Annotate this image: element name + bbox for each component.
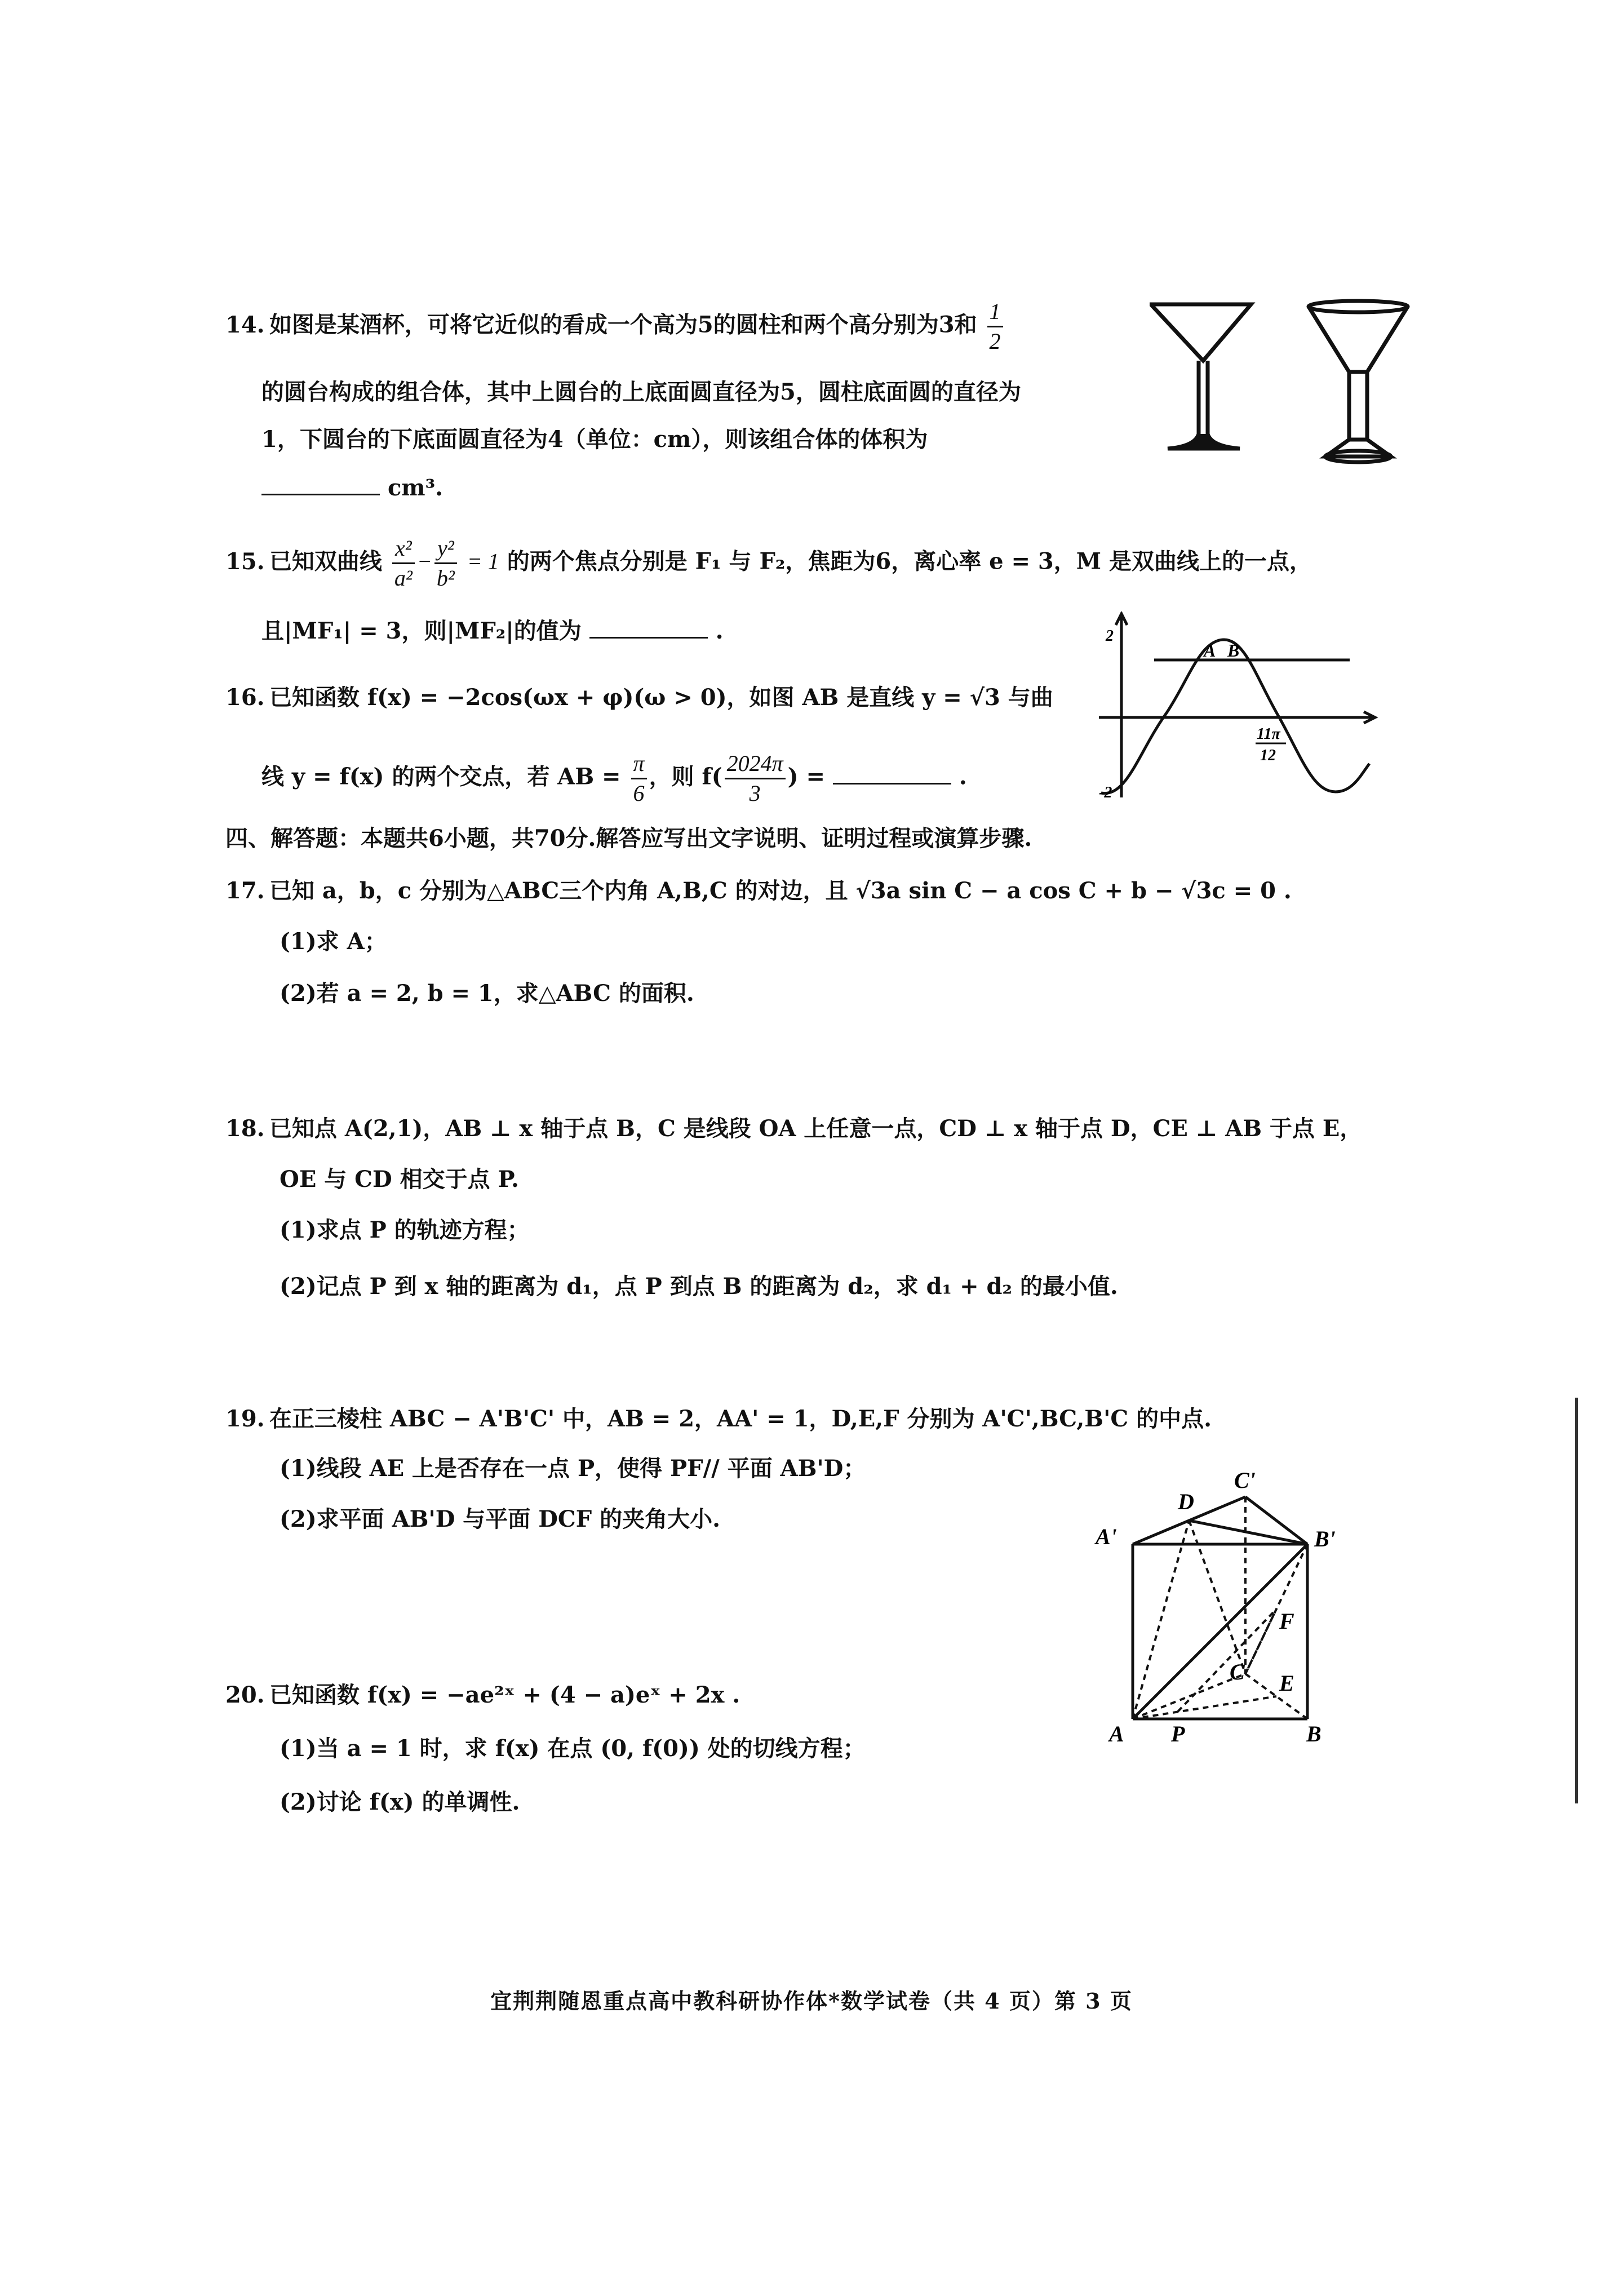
q15-number: 15. — [225, 548, 265, 575]
q15-frac-x: $\frac{\text{x²}}{\text{a²}}$ — [392, 534, 415, 592]
page-footer: 宜荆荆随恩重点高中教科研协作体*数学试卷（共 4 页）第 3 页 — [490, 1988, 1133, 2014]
q16-line1 — [225, 682, 1053, 713]
q19-number: 19. — [225, 1406, 265, 1432]
edge-a-c — [1133, 1674, 1245, 1719]
q15-text-b: 的两个焦点分别是 F₁ 与 F₂，焦距为6，离心率 e = 3，M 是双曲线上的一点， — [507, 548, 1312, 575]
q18-part2: (2)记点 P 到 x 轴的距离为 d₁，点 P 到点 B 的距离为 d₂，求 d₁ + d₂ 的最小值. — [280, 1273, 1118, 1300]
q18-text-1: 已知点 A(2,1)，AB ⊥ x 轴于点 B，C 是线段 OA 上任意一点，CD ⊥ x 轴于点 D，CE ⊥ AB 于点 E， — [269, 1115, 1363, 1142]
q15-text-a: 已知双曲线 — [269, 548, 382, 575]
q16-text-1: 已知函数 f(x) = −2cos(ωx + φ)(ω > 0)，如图 AB 是直线 y = √3 与曲 — [269, 684, 1053, 711]
segment-a-e — [1133, 1696, 1276, 1719]
q14-number: 14. — [225, 311, 265, 338]
q15-end: . — [715, 618, 724, 644]
q14-fraction — [987, 298, 1003, 356]
q16-number: 16. — [225, 684, 265, 711]
q15-eq: = 1 — [467, 548, 499, 574]
q15-text-c: 且|MF₁| = 3，则|MF₂|的值为 — [261, 618, 582, 644]
q17-text: 已知 a，b，c 分别为△ABC三个内角 A,B,C 的对边，且 √3a sin C − a cos C + b − √3c = 0 . — [269, 877, 1292, 904]
q17-number: 17. — [225, 877, 265, 904]
section-header: 四、解答题：本题共6小题，共70分.解答应写出文字说明、证明过程或演算步骤. — [225, 825, 1032, 852]
q20-part1: (1)当 a = 1 时，求 f(x) 在点 (0, f(0)) 处的切线方程； — [280, 1735, 866, 1762]
prism-label-e: E — [1279, 1670, 1294, 1696]
q14-frac-den: 2 — [989, 329, 1001, 354]
graph-tick-den: 12 — [1260, 747, 1276, 764]
q14-answer-blank — [261, 471, 380, 495]
q14-line1 — [225, 298, 1005, 356]
q14-line3: 1，下圆台的下底面圆直径为4（单位：cm），则该组合体的体积为 — [261, 426, 928, 453]
q16-text-2c: ) = — [787, 763, 826, 790]
q14-unit: cm³. — [387, 475, 444, 501]
q16-text-2a: 线 y = f(x) 的两个交点，若 AB = — [261, 763, 621, 790]
q20-text: 已知函数 f(x) = −ae²ˣ + (4 − a)eˣ + 2x . — [269, 1682, 740, 1708]
q18-line1 — [225, 1113, 1362, 1145]
wine-glass-left — [1151, 304, 1251, 449]
triangular-prism-figure — [1093, 1460, 1398, 1764]
cosine-graph — [1093, 611, 1386, 803]
q20-line1 — [225, 1679, 740, 1711]
graph-tick-num: 11π — [1257, 725, 1280, 743]
prism-label-b: B — [1306, 1721, 1322, 1747]
q15-frac-y: $\frac{\text{y²}}{\text{b²}}$ — [434, 534, 457, 592]
q20-part2: (2)讨论 f(x) 的单调性. — [280, 1789, 520, 1815]
prism-label-a: A — [1109, 1721, 1124, 1747]
q14-line4 — [261, 471, 443, 504]
q16-answer-blank — [833, 760, 951, 784]
graph-label-neg2: -2 — [1099, 784, 1112, 801]
q17-line1 — [225, 875, 1292, 907]
prism-label-a1: A' — [1096, 1524, 1117, 1549]
q17-part1: (1)求 A； — [280, 928, 387, 955]
scan-edge-line — [1575, 1398, 1578, 1803]
q18-number: 18. — [225, 1115, 265, 1142]
q19-text-1: 在正三棱柱 ABC − A'B'C' 中，AB = 2，AA' = 1，D,E,F 分别为 A'C',BC,B'C 的中点. — [269, 1406, 1212, 1432]
prism-label-c: C — [1230, 1659, 1245, 1685]
q18-part1: (1)求点 P 的轨迹方程； — [280, 1217, 530, 1243]
prism-label-d: D — [1178, 1489, 1194, 1514]
wine-glass-figures — [1150, 299, 1414, 468]
q15-line1: 15. 已知双曲线 $\frac{\text{x²}}{\text{a²}}$ − $\frac{\text{y²}}{\text{b²}}$ = 1 的两个焦点分别是 F₁ 与 F₂，焦距为6，离心率 e = 3，M 是双曲线上的一点， — [225, 534, 1312, 592]
q16-frac-ab: $\frac{\pi}{6}$ — [631, 750, 647, 808]
q14-frac-num: 1 — [987, 298, 1003, 327]
prism-label-c1: C' — [1234, 1468, 1256, 1493]
q19-line1 — [225, 1403, 1212, 1435]
prism-label-b1: B' — [1314, 1526, 1336, 1552]
q16-end: . — [959, 763, 967, 790]
q14-line2: 的圆台构成的组合体，其中上圆台的上底面圆直径为5，圆柱底面圆的直径为 — [261, 379, 1021, 405]
q15-answer-blank — [589, 614, 708, 639]
q18-line2: OE 与 CD 相交于点 P. — [280, 1166, 519, 1193]
q14-text-line1: 如图是某酒杯，可将它近似的看成一个高为5的圆柱和两个高分别为3和 — [269, 311, 977, 338]
q19-part1: (1)线段 AE 上是否存在一点 P，使得 PF// 平面 AB'D； — [280, 1455, 866, 1482]
graph-point-b: B — [1227, 640, 1240, 661]
graph-point-a: A — [1204, 640, 1216, 661]
prism-label-f: F — [1279, 1608, 1294, 1634]
q17-part2: (2)若 a = 2, b = 1，求△ABC 的面积. — [280, 980, 694, 1007]
prism-label-p: P — [1171, 1721, 1185, 1747]
q16-frac-arg: $\frac{2024\pi}{3}$ — [725, 750, 786, 808]
q19-part2: (2)求平面 AB'D 与平面 DCF 的夹角大小. — [280, 1506, 721, 1532]
graph-label-2: 2 — [1106, 627, 1114, 645]
q16-text-2b: ，则 f( — [649, 763, 722, 790]
q20-number: 20. — [225, 1682, 265, 1708]
q15-line2 — [261, 614, 724, 647]
wine-glass-right — [1309, 301, 1408, 462]
segment-c-f — [1245, 1609, 1276, 1674]
q16-line2 — [261, 750, 967, 808]
